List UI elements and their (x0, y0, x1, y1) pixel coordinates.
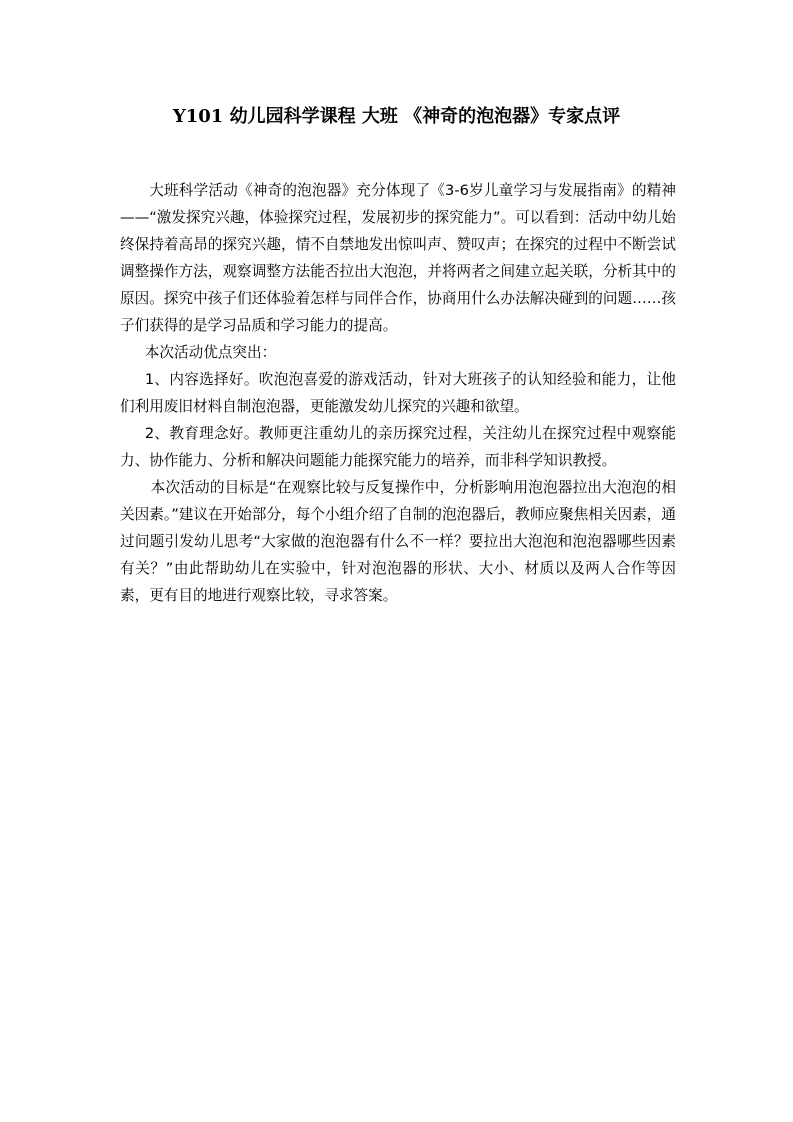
document-body (120, 177, 676, 609)
paragraph-point-2: 2、教育理念好。教师更注重幼儿的亲历探究过程，关注幼儿在探究过程中观察能力、协作能力、分析和解决问题能力能探究能力的培养，而非科学知识教授。 (120, 425, 676, 469)
paragraph-highlights-heading: 本次活动优点突出： (144, 344, 277, 361)
document-title: Y101 幼儿园科学课程 大班 《神奇的泡泡器》专家点评 (172, 106, 621, 127)
paragraph-intro: 大班科学活动《神奇的泡泡器》充分体现了《3-6岁儿童学习与发展指南》的精神——“激发探究兴趣，体验探究过程，发展初步的探究能力”。可以看到：活动中幼儿始终保持着高昂的探究兴趣，情不自禁地发出惊叫声、赞叹声；在探究的过程中不断尝试调整操作方法，观察调整方法能否拉出大泡泡，并将两者之间建立起关联，分析其中的原因。探究中孩子们还体验着怎样与同伴合作，协商用什么办法解决碰到的问题……孩子们获得的是学习品质和学习能力的提高。 (120, 182, 676, 334)
paragraph-point-1: 1、内容选择好。吹泡泡喜爱的游戏活动，针对大班孩子的认知经验和能力，让他们利用废旧材料自制泡泡器，更能激发幼儿探究的兴趣和欲望。 (120, 371, 676, 415)
paragraph-suggestion: 本次活动的目标是“在观察比较与反复操作中，分析影响用泡泡器拉出大泡泡的相关因素。”建议在开始部分，每个小组介绍了自制的泡泡器后，教师应聚焦相关因素，通过问题引发幼儿思考“大家做的泡泡器有什么不一样？要拉出大泡泡和泡泡器哪些因素有关？”由此帮助幼儿在实验中，针对泡泡器的形状、大小、材质以及两人合作等因素，更有目的地进行观察比较，寻求答案。 (120, 479, 676, 604)
